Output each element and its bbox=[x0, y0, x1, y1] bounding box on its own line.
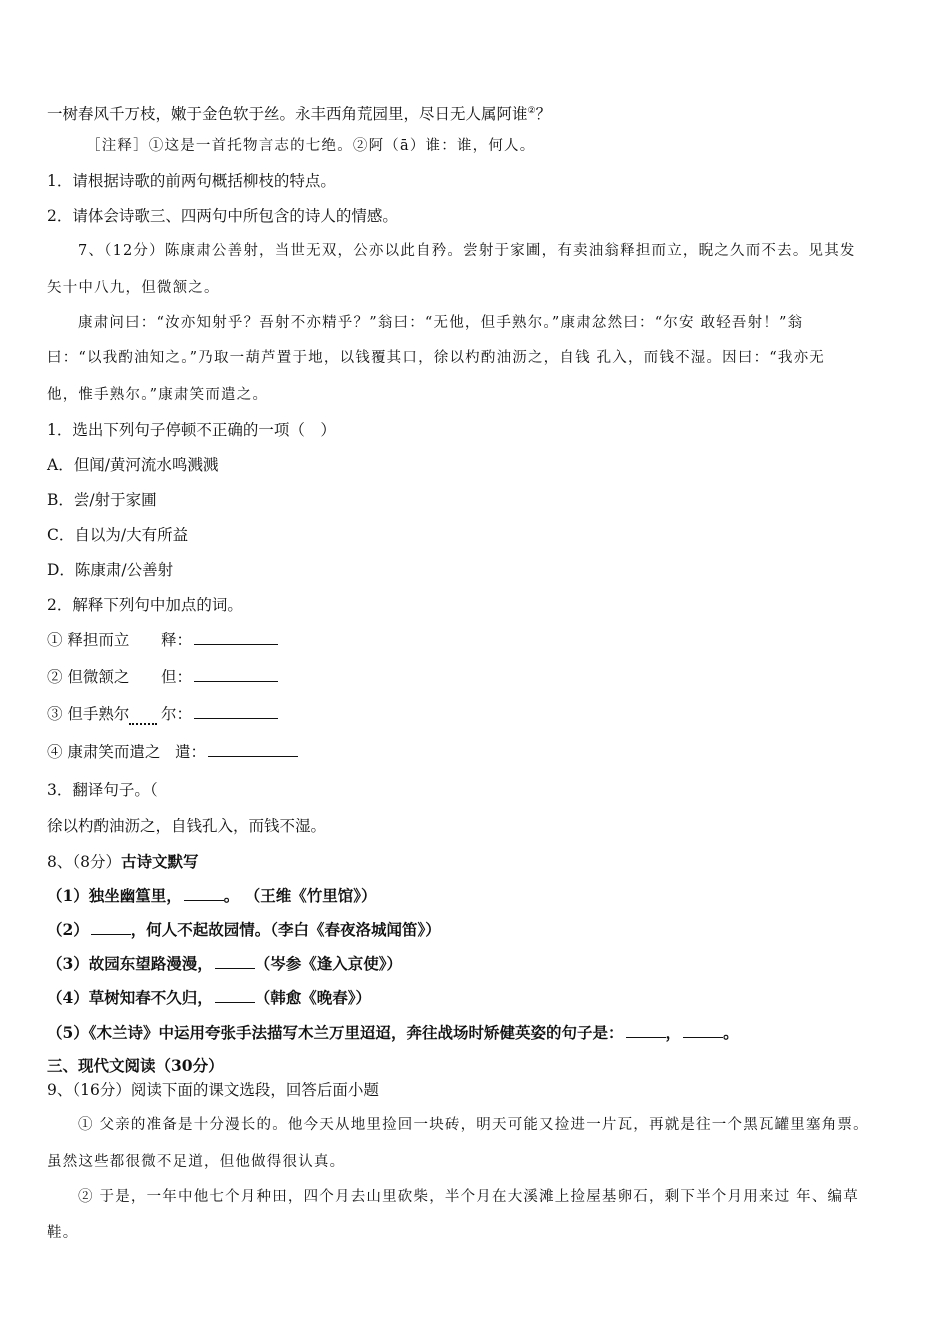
answer-blank[interactable] bbox=[215, 954, 255, 969]
q7-passage-line-3: 康肃问曰：“汝亦知射乎？吾射不亦精乎？”翁曰：“无他，但手熟尔。”康肃忿然曰：“尔安 敢轻吾射！”翁 bbox=[78, 315, 804, 331]
q8-heading: 8、（8分）古诗文默写 bbox=[47, 852, 199, 871]
q9-paragraph-1a: ① 父亲的准备是十分漫长的。他今天从地里捡回一块砖，明天可能又捡进一片瓦，再就是往一个黑瓦罐里塞角票。 bbox=[78, 1117, 869, 1133]
option-b: B．尝/射于家圃 bbox=[47, 491, 157, 509]
q7-sub-question-1: 1．选出下列句子停顿不正确的一项（ ） bbox=[47, 421, 336, 439]
option-a: A．但闻/黄河流水鸣溅溅 bbox=[47, 456, 219, 474]
poem-note: ［注释］①这是一首托物言志的七绝。②阿（ā）谁：谁，何人。 bbox=[86, 138, 536, 154]
translate-sentence: 徐以杓酌油沥之，自钱孔入，而钱不湿。 bbox=[47, 817, 327, 835]
q7-sub-question-2: 2．解释下列句中加点的词。 bbox=[47, 596, 243, 614]
q9-heading: 9、（16分）阅读下面的课文选段，回答后面小题 bbox=[47, 1081, 379, 1099]
option-c: C．自以为/大有所益 bbox=[47, 526, 189, 544]
q7-passage-line-5: 他，惟手熟尔。”康肃笑而遣之。 bbox=[47, 387, 269, 403]
answer-blank[interactable] bbox=[91, 920, 131, 935]
explain-item: ② 但微颔之 但： bbox=[47, 667, 278, 687]
answer-blank[interactable] bbox=[683, 1023, 723, 1038]
q8-item-2: （2） ，何人不起故园情。（李白《春夜洛城闻笛》） bbox=[47, 920, 441, 939]
answer-blank[interactable] bbox=[215, 988, 255, 1003]
q7-passage-line-1: 7、（12分）陈康肃公善射，当世无双，公亦以此自矜。尝射于家圃，有卖油翁释担而立，睨之久而不去。见其发 bbox=[78, 243, 856, 259]
q7-passage-line-2: 矢十中八九，但微颔之。 bbox=[47, 280, 220, 296]
explain-item: ④ 康肃笑而遣之 遣： bbox=[47, 742, 298, 762]
answer-blank[interactable] bbox=[194, 630, 278, 645]
poem-question-1: 1．请根据诗歌的前两句概括柳枝的特点。 bbox=[47, 172, 336, 190]
option-d: D．陈康肃/公善射 bbox=[47, 561, 174, 579]
answer-blank[interactable] bbox=[194, 667, 278, 682]
q9-paragraph-1b: 虽然这些都很微不足道，但他做得很认真。 bbox=[47, 1154, 346, 1170]
section-3-title: 三、现代文阅读（30分） bbox=[47, 1056, 224, 1075]
q9-paragraph-2a: ② 于是，一年中他七个月种田，四个月去山里砍柴，半个月在大溪滩上捡屋基卵石，剩下半个月用来过 年、编草 bbox=[78, 1189, 859, 1205]
answer-blank[interactable] bbox=[194, 704, 278, 719]
q8-item-1: （1）独坐幽篁里， 。 （王维《竹里馆》） bbox=[47, 886, 377, 905]
q7-sub-question-3: 3．翻译句子。（ bbox=[47, 781, 158, 799]
answer-blank[interactable] bbox=[208, 742, 298, 757]
q8-item-3: （3）故园东望路漫漫， （岑参《逢入京使》） bbox=[47, 954, 403, 973]
poem-verse: 一树春风千万枝，嫩于金色软于丝。永丰西角荒园里，尽日无人属阿谁②？ bbox=[47, 105, 552, 124]
q8-item-5: （5）《木兰诗》中运用夸张手法描写木兰万里迢迢，奔往战场时矫健英姿的句子是： ， 。 bbox=[47, 1023, 739, 1042]
poem-question-2: 2．请体会诗歌三、四两句中所包含的诗人的情感。 bbox=[47, 207, 398, 225]
q9-paragraph-2b: 鞋。 bbox=[47, 1225, 79, 1241]
answer-blank[interactable] bbox=[626, 1023, 666, 1038]
explain-item: ③ 但手熟尔 尔： bbox=[47, 704, 278, 724]
q8-item-4: （4）草树知春不久归， （韩愈《晚春》） bbox=[47, 988, 372, 1007]
explain-item: ① 释担而立 释： bbox=[47, 630, 278, 650]
emphasis-dots bbox=[129, 722, 157, 725]
footnote-mark: ② bbox=[527, 106, 536, 116]
q7-passage-line-4: 曰：“以我酌油知之。”乃取一葫芦置于地，以钱覆其口，徐以杓酌油沥之，自钱 孔入，而钱不湿。因曰：“我亦无 bbox=[47, 350, 825, 366]
answer-blank[interactable] bbox=[184, 886, 224, 901]
